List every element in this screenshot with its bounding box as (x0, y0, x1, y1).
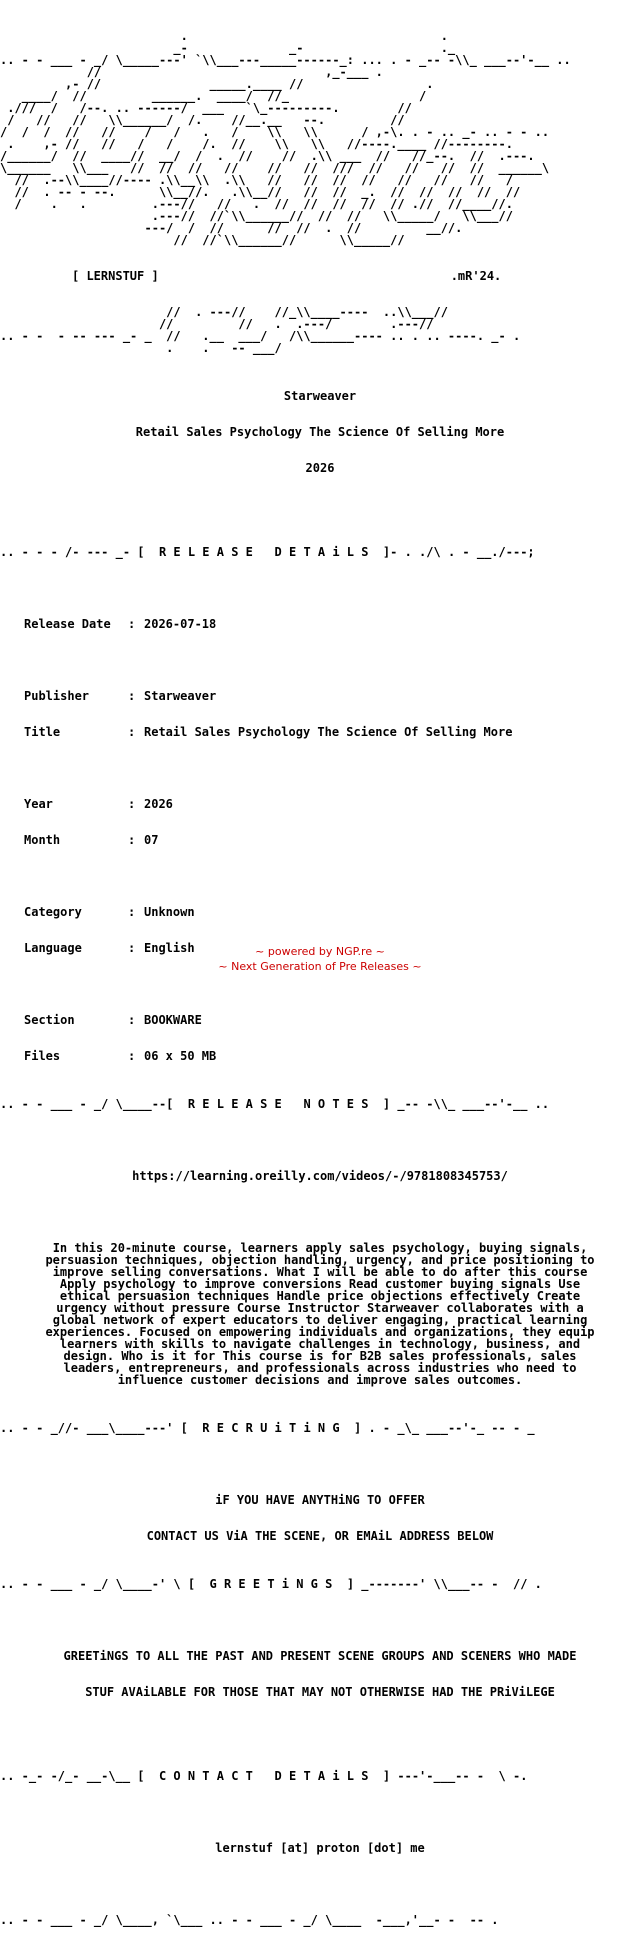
footer (0, 941, 640, 974)
release-description: In this 20-minute course, learners apply sales psychology, buying signals, persuasion techniques, objection handling, urgency, and price positioning to improve selling conversations. What I will be able to do after this course Apply psychology to improve conversions Read customer buying signals Use ethical persuasion techniques Handle price objections effectively Create urgency without pressure Course Instructor Starweaver collaborates with a global network of expert educators to deliver engaging, practical learning experiences. Focused on empowering individuals and organizations, they equip learners with skills to navigate challenges in technology, business, and design. Who is it for This course is for B2B sales professionals, sales leaders, entrepreneurs, and professionals across industries who need to influence customer decisions and improve sales outcomes. (45, 1241, 595, 1387)
ascii-art-line: \______ \\___ // // // // // // /// // // // // ______\ (0, 161, 550, 175)
ascii-art-line: .---// //`\\______// // // \\_____/ \\___// (0, 209, 550, 223)
detail-publisher: Publisher : Starweaver (24, 689, 217, 703)
detail-month: Month : 07 (24, 833, 159, 847)
section-title-release-notes: R E L E A S E N O T E S (187, 1097, 369, 1111)
ascii-art-line: / // // \\______/ /. //__.__ --. // (0, 113, 542, 127)
detail-title: Title : Retail Sales Psychology The Science Of Selling More (24, 725, 513, 739)
footer-tagline: ~ Next Generation of Pre Releases ~ (218, 960, 422, 973)
footer-powered-by[interactable]: ~ powered by NGP.re ~ (255, 945, 385, 958)
ascii-art-line: // //`\\______// \\_____// (0, 233, 550, 247)
rule-left: .. - - - /- --- _- [ (0, 545, 145, 559)
release-author: Starweaver (283, 389, 357, 403)
closing-rule: .. - - ___ - _/ \____, `\___ .. - - ___ - _/ \____ -___,'__- - -- . (0, 1913, 499, 1927)
ascii-art-line: / / / // // / / . / \\ \\ / ,-\. . - .. _- .. - - .. (0, 125, 550, 139)
ascii-logo (0, 30, 640, 246)
art-signature: .mR'24. (450, 269, 502, 283)
section-title-recruiting: R E C R U i T i N G (202, 1421, 340, 1435)
section-header-release-notes (0, 1098, 640, 1110)
section-title-release-details: R E L E A S E D E T A i L S (158, 545, 369, 559)
ascii-art-bottom-line: // // . .---/ .---// (0, 317, 542, 331)
ascii-art-line: _- _- ._ (0, 41, 542, 55)
group-tag-line (0, 270, 640, 282)
section-header-recruiting (0, 1422, 640, 1434)
section-header-contact (0, 1770, 640, 1782)
detail-category: Category : Unknown (24, 905, 195, 919)
ascii-logo-bottom (0, 306, 640, 354)
greetings-line-2: STUF AVAiLABLE FOR THOSE THAT MAY NOT OTHERWISE HAD THE PRiViLEGE (85, 1685, 555, 1699)
ascii-art-bottom-line: .. - - - -- --- _- _ // .__ ___/ /\\______---- .. . .. ----. _- . (0, 329, 521, 343)
ascii-art-bottom-line: . . -- ___/ (0, 341, 542, 355)
contact-email[interactable]: lernstuf [at] proton [dot] me (215, 1841, 425, 1855)
section-title-contact: C O N T A C T D E T A i L S (158, 1769, 369, 1783)
recruiting-line-2: CONTACT US ViA THE SCENE, OR EMAiL ADDRESS BELOW (146, 1529, 494, 1543)
rule-right: ]- . ./\ . - __./---; (382, 545, 535, 559)
release-year: 2026 (305, 461, 335, 475)
ascii-art-line: // . -- - --. \\__//. .\\__// // // _. // // // // // (0, 185, 542, 199)
ascii-art-line: // ,_-___ . (0, 65, 542, 79)
section-header-greetings (0, 1578, 640, 1590)
ascii-art-line: .. - - ___ - _/ \_____---' `\\___---_____------_: ... . - _-- -\\_ ___--'-__ .. (0, 53, 571, 67)
rule-left: .. - - _//- ___\____---' [ (0, 1421, 188, 1435)
course-url[interactable]: https://learning.oreilly.com/videos/-/9781808345753/ (132, 1169, 508, 1183)
detail-files: Files : 06 x 50 MB (24, 1049, 217, 1063)
greetings-line-1: GREETiNGS TO ALL THE PAST AND PRESENT SCENE GROUPS AND SCENERS WHO MADE (63, 1649, 577, 1663)
section-title-greetings: G R E E T i N G S (209, 1577, 333, 1591)
rule-left: .. - - ___ - _/ \____--[ (0, 1097, 174, 1111)
detail-language: Language : English (24, 941, 195, 955)
ascii-art-line: . . (0, 29, 542, 43)
rule-right: ] _-- -\\_ ___--'-__ .. (382, 1097, 550, 1111)
section-header-release-details (0, 546, 640, 558)
ascii-art-line: ,- // _____.____ // . (0, 77, 542, 91)
ascii-art-line: ./// / /--. .. ------/ ___ `\_---------. // (0, 101, 542, 115)
group-tag: [ LERNSTUF ] (72, 269, 159, 283)
detail-release-date: Release Date : 2026-07-18 (24, 617, 217, 631)
ascii-art-line: / . . .---// // . // // // // // .// //____//. (0, 197, 542, 211)
ascii-art-bottom-line: // . ---// //_\\____---- ..\\___// (0, 305, 542, 319)
rule-right: ] . - _\_ ___--'-_ -- - _ (354, 1421, 535, 1435)
detail-year: Year : 2026 (24, 797, 173, 811)
ascii-art-line: ____/ // ______. ____/ //_ / (0, 89, 542, 103)
detail-section: Section : BOOKWARE (24, 1013, 202, 1027)
ascii-art-line: /______/ // ____// __/ / . // // .\\ ___ // //_--. // .---. (0, 149, 550, 163)
rule-right: ] ---'-___-- - \ -. (382, 1769, 528, 1783)
ascii-art-line: ---/ / // // // . // __//. (0, 221, 542, 235)
release-title: Retail Sales Psychology The Science Of Selling More (135, 425, 505, 439)
ascii-art-line: // .--\\____//---- .\\__\\ .\\ // // // // // // // / (0, 173, 542, 187)
rule-left: .. -_- -/_- __-\__ [ (0, 1769, 145, 1783)
recruiting-line-1: iF YOU HAVE ANYTHiNG TO OFFER (215, 1493, 425, 1507)
rule-left: .. - - ___ - _/ \____-' \ [ (0, 1577, 196, 1591)
rule-right: ] _-------' \\___-- - // . (346, 1577, 542, 1591)
ascii-art-line: . ,- // // / / /. // \\ \\ //----.____ //--------. (0, 137, 550, 151)
